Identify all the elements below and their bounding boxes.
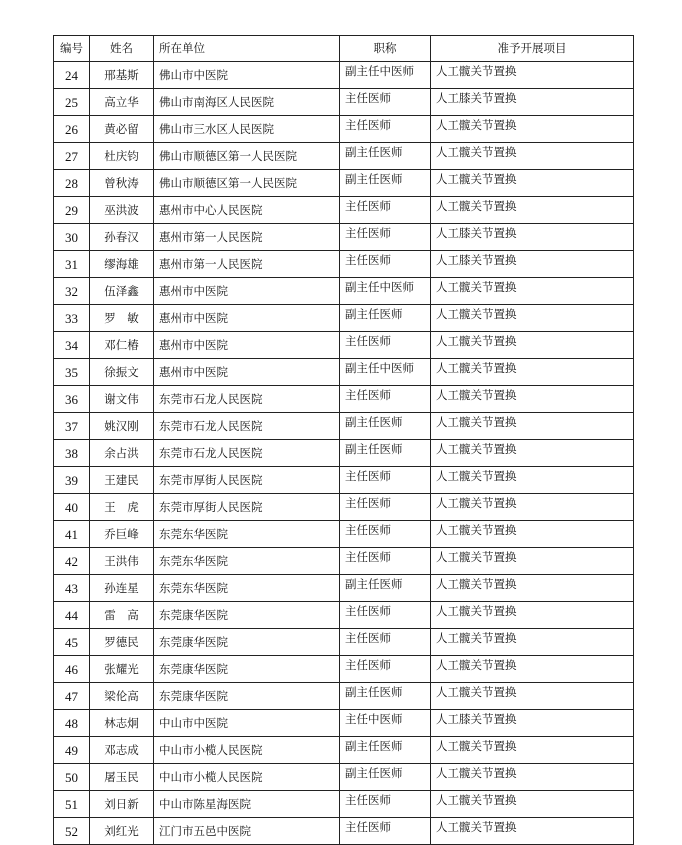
cell-title: 主任医师 [340,251,431,278]
cell-number: 26 [54,116,90,143]
cell-name: 罗德民 [90,629,154,656]
cell-project: 人工髋关节置换 [431,683,634,710]
cell-title: 副主任医师 [340,440,431,467]
cell-number: 30 [54,224,90,251]
cell-name: 雷 高 [90,602,154,629]
cell-number: 28 [54,170,90,197]
cell-name: 邓仁椿 [90,332,154,359]
cell-name: 林志炯 [90,710,154,737]
cell-project: 人工髋关节置换 [431,116,634,143]
cell-name: 孙春汉 [90,224,154,251]
cell-name: 王建民 [90,467,154,494]
cell-title: 副主任医师 [340,413,431,440]
cell-unit: 中山市小榄人民医院 [154,737,340,764]
cell-unit: 惠州市中医院 [154,278,340,305]
cell-project: 人工髋关节置换 [431,278,634,305]
table-row [54,62,634,89]
cell-project: 人工髋关节置换 [431,197,634,224]
cell-unit: 佛山市中医院 [154,62,340,89]
cell-title: 副主任医师 [340,143,431,170]
cell-project: 人工髋关节置换 [431,143,634,170]
header-unit: 所在单位 [154,36,340,62]
table-row [54,413,634,440]
cell-number: 39 [54,467,90,494]
cell-name: 王 虎 [90,494,154,521]
cell-unit: 东莞市石龙人民医院 [154,440,340,467]
header-number: 编号 [54,36,90,62]
table-row [54,440,634,467]
cell-title: 主任医师 [340,224,431,251]
cell-number: 40 [54,494,90,521]
cell-name: 刘红光 [90,818,154,845]
cell-project: 人工髋关节置换 [431,818,634,845]
cell-number: 38 [54,440,90,467]
cell-number: 41 [54,521,90,548]
table-row [54,332,634,359]
cell-name: 曾秋涛 [90,170,154,197]
cell-number: 34 [54,332,90,359]
cell-unit: 惠州市中医院 [154,359,340,386]
cell-title: 主任医师 [340,791,431,818]
cell-number: 31 [54,251,90,278]
cell-project: 人工髋关节置换 [431,791,634,818]
table-row [54,494,634,521]
cell-unit: 东莞东华医院 [154,548,340,575]
cell-title: 副主任医师 [340,737,431,764]
cell-project: 人工髋关节置换 [431,656,634,683]
table-row [54,467,634,494]
table-row [54,548,634,575]
cell-name: 巫洪波 [90,197,154,224]
table-row [54,683,634,710]
cell-unit: 东莞康华医院 [154,683,340,710]
cell-unit: 佛山市三水区人民医院 [154,116,340,143]
header-project: 准予开展项目 [431,36,634,62]
cell-project: 人工髋关节置换 [431,467,634,494]
table-row [54,818,634,845]
cell-name: 邓志成 [90,737,154,764]
cell-name: 邢基斯 [90,62,154,89]
cell-number: 47 [54,683,90,710]
cell-unit: 东莞市厚街人民医院 [154,467,340,494]
table-row [54,386,634,413]
table-row [54,602,634,629]
cell-project: 人工髋关节置换 [431,737,634,764]
cell-project: 人工膝关节置换 [431,224,634,251]
cell-unit: 佛山市南海区人民医院 [154,89,340,116]
cell-unit: 惠州市第一人民医院 [154,224,340,251]
cell-title: 主任医师 [340,629,431,656]
cell-number: 49 [54,737,90,764]
cell-unit: 惠州市中医院 [154,305,340,332]
cell-project: 人工膝关节置换 [431,89,634,116]
cell-project: 人工髋关节置换 [431,170,634,197]
cell-unit: 东莞康华医院 [154,629,340,656]
cell-project: 人工髋关节置换 [431,62,634,89]
cell-project: 人工髋关节置换 [431,332,634,359]
cell-title: 副主任医师 [340,170,431,197]
cell-name: 姚汉刚 [90,413,154,440]
cell-title: 副主任中医师 [340,62,431,89]
cell-project: 人工髋关节置换 [431,548,634,575]
table-row [54,305,634,332]
table-row [54,224,634,251]
cell-title: 主任医师 [340,494,431,521]
table-row [54,575,634,602]
cell-project: 人工髋关节置换 [431,764,634,791]
cell-project: 人工髋关节置换 [431,494,634,521]
cell-name: 谢文伟 [90,386,154,413]
cell-title: 主任医师 [340,197,431,224]
table-row [54,737,634,764]
cell-number: 44 [54,602,90,629]
cell-unit: 东莞市石龙人民医院 [154,413,340,440]
table-row [54,251,634,278]
cell-number: 48 [54,710,90,737]
table-row [54,278,634,305]
cell-title: 主任中医师 [340,710,431,737]
cell-project: 人工膝关节置换 [431,710,634,737]
cell-name: 孙连星 [90,575,154,602]
cell-project: 人工髋关节置换 [431,386,634,413]
cell-name: 缪海雄 [90,251,154,278]
cell-number: 52 [54,818,90,845]
cell-project: 人工髋关节置换 [431,440,634,467]
cell-title: 主任医师 [340,467,431,494]
cell-unit: 中山市中医院 [154,710,340,737]
cell-unit: 惠州市第一人民医院 [154,251,340,278]
cell-unit: 东莞东华医院 [154,521,340,548]
cell-project: 人工髋关节置换 [431,359,634,386]
cell-unit: 佛山市顺德区第一人民医院 [154,143,340,170]
cell-number: 42 [54,548,90,575]
cell-unit: 惠州市中医院 [154,332,340,359]
cell-name: 余占洪 [90,440,154,467]
cell-name: 杜庆钧 [90,143,154,170]
cell-title: 主任医师 [340,521,431,548]
approval-table [53,35,634,845]
cell-number: 25 [54,89,90,116]
cell-title: 副主任医师 [340,764,431,791]
cell-project: 人工膝关节置换 [431,251,634,278]
cell-title: 副主任中医师 [340,278,431,305]
cell-name: 刘日新 [90,791,154,818]
cell-project: 人工髋关节置换 [431,305,634,332]
table-row [54,116,634,143]
cell-title: 副主任医师 [340,575,431,602]
table-row [54,710,634,737]
header-name: 姓名 [90,36,154,62]
cell-project: 人工髋关节置换 [431,575,634,602]
cell-title: 副主任医师 [340,305,431,332]
cell-name: 王洪伟 [90,548,154,575]
table-row [54,359,634,386]
cell-unit: 佛山市顺德区第一人民医院 [154,170,340,197]
table-row [54,656,634,683]
cell-number: 33 [54,305,90,332]
cell-title: 主任医师 [340,548,431,575]
cell-unit: 东莞康华医院 [154,602,340,629]
cell-name: 徐振文 [90,359,154,386]
table-row [54,89,634,116]
cell-unit: 惠州市中心人民医院 [154,197,340,224]
cell-number: 46 [54,656,90,683]
cell-name: 乔巨峰 [90,521,154,548]
cell-title: 副主任中医师 [340,359,431,386]
cell-name: 屠玉民 [90,764,154,791]
table-header-row [54,36,634,62]
cell-title: 主任医师 [340,656,431,683]
cell-unit: 江门市五邑中医院 [154,818,340,845]
cell-unit: 东莞康华医院 [154,656,340,683]
cell-unit: 东莞市厚街人民医院 [154,494,340,521]
cell-unit: 东莞市石龙人民医院 [154,386,340,413]
table-row [54,143,634,170]
cell-number: 50 [54,764,90,791]
cell-name: 罗 敏 [90,305,154,332]
cell-name: 张耀光 [90,656,154,683]
cell-project: 人工髋关节置换 [431,521,634,548]
cell-number: 51 [54,791,90,818]
cell-title: 主任医师 [340,332,431,359]
cell-unit: 东莞东华医院 [154,575,340,602]
table-row [54,170,634,197]
header-title: 职称 [340,36,431,62]
cell-name: 高立华 [90,89,154,116]
table-row [54,521,634,548]
cell-title: 主任医师 [340,386,431,413]
cell-name: 伍泽鑫 [90,278,154,305]
table-row [54,629,634,656]
table-row [54,764,634,791]
cell-title: 主任医师 [340,116,431,143]
cell-number: 27 [54,143,90,170]
cell-title: 副主任医师 [340,683,431,710]
cell-number: 43 [54,575,90,602]
cell-title: 主任医师 [340,89,431,116]
cell-number: 24 [54,62,90,89]
cell-project: 人工髋关节置换 [431,602,634,629]
cell-number: 29 [54,197,90,224]
cell-name: 梁伦高 [90,683,154,710]
cell-title: 主任医师 [340,602,431,629]
cell-unit: 中山市小榄人民医院 [154,764,340,791]
cell-number: 32 [54,278,90,305]
cell-number: 36 [54,386,90,413]
table-row [54,791,634,818]
cell-unit: 中山市陈星海医院 [154,791,340,818]
cell-title: 主任医师 [340,818,431,845]
cell-number: 45 [54,629,90,656]
cell-number: 35 [54,359,90,386]
cell-project: 人工髋关节置换 [431,413,634,440]
table-row [54,197,634,224]
cell-name: 黄必留 [90,116,154,143]
cell-number: 37 [54,413,90,440]
cell-project: 人工髋关节置换 [431,629,634,656]
